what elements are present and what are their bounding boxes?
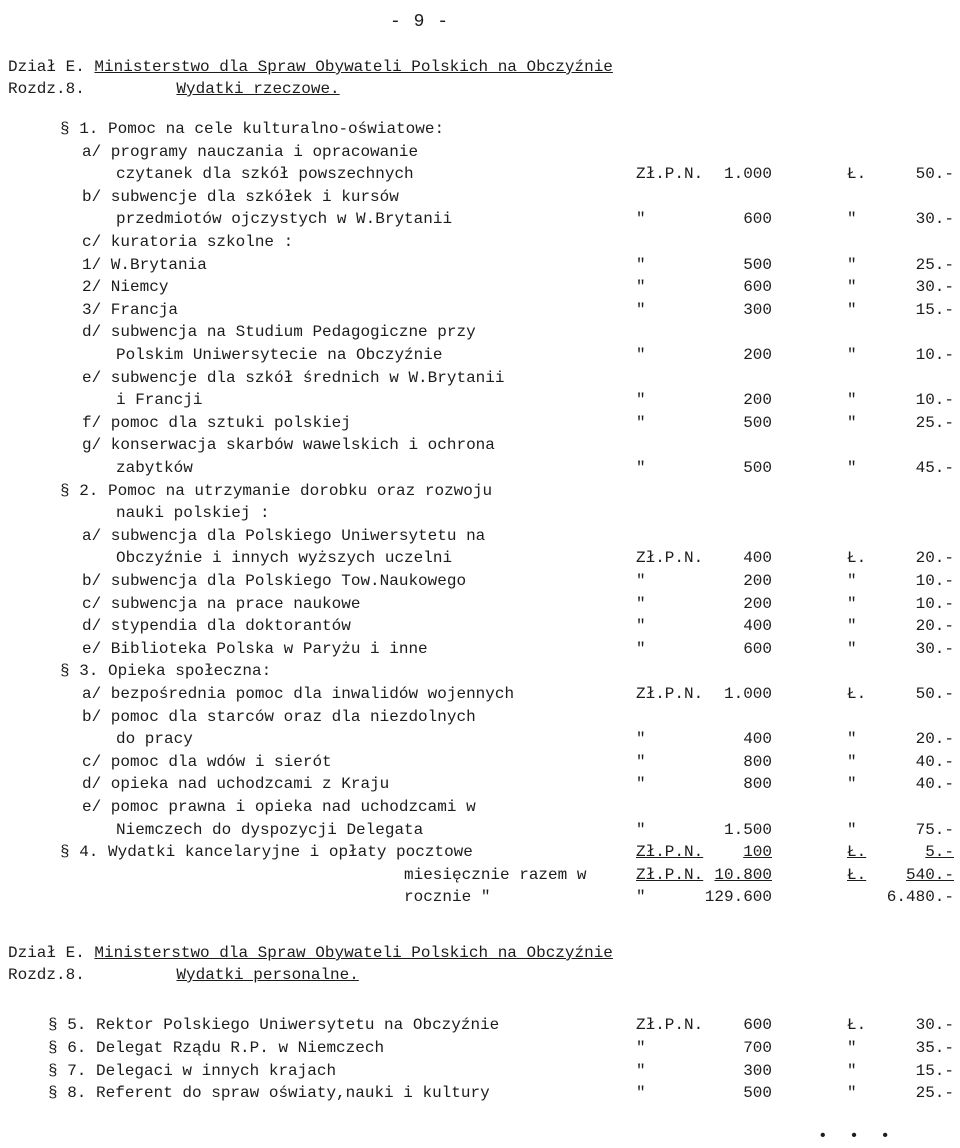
section1-rozdz-title: Wydatki rzeczowe. [176,80,340,98]
table-row [0,662,960,684]
row-amount-2: 5.- [925,843,954,862]
table-row [0,1016,960,1038]
row-amount: 10.800 [714,865,772,884]
row-amount: 600 [743,278,772,297]
row-amount-2: 10.- [915,572,954,590]
row-currency: " [636,391,646,410]
row-currency: " [636,888,646,907]
row-description: c/ subwencja na prace naukowe [82,594,361,613]
row-description: c/ kuratoria szkolne : [82,233,294,251]
row-description: b/ subwencja dla Polskiego Tow.Naukowego [82,572,467,590]
row-description: § 4. Wydatki kancelaryjne i opłaty pocztowe [60,843,473,862]
section2-dzial [8,944,613,962]
row-amount: 600 [743,639,772,658]
row-currency: Zł.P.N. [636,165,704,184]
row-currency: " [636,752,646,771]
row-description: 2/ Niemcy [82,278,169,297]
section1-dzial [8,58,613,76]
row-amount-2: 15.- [915,300,954,319]
row-amount: 200 [743,572,772,590]
row-currency: " [636,413,646,432]
row-amount: 500 [743,255,772,274]
row-description: 1/ W.Brytania [82,255,207,274]
row-amount-2: 30.- [915,210,954,229]
row-amount-2: 25.- [915,1084,954,1103]
row-currency-2: " [847,617,857,636]
row-currency: " [636,730,646,749]
row-description: d/ stypendia dla doktorantów [82,617,351,636]
row-amount: 300 [743,300,772,319]
row-currency-2: " [847,1038,857,1057]
row-description: § 6. Delegat Rządu R.P. w Niemczech [48,1038,385,1057]
table-row [0,323,960,345]
row-amount: 600 [743,1016,772,1034]
row-description: § 1. Pomoc na cele kulturalno-oświatowe: [60,120,445,138]
row-currency: Zł.P.N. [636,549,704,568]
row-description: czytanek dla szkół powszechnych [116,165,414,184]
row-description: d/ subwencja na Studium Pedagogiczne przy [82,323,476,342]
row-currency-2: " [847,730,857,749]
row-amount: 800 [743,775,772,794]
row-currency: " [636,210,646,229]
table-row [0,685,960,707]
row-description: i Francji [116,391,203,410]
row-amount: 400 [743,549,772,568]
row-amount-2: 6.480.- [886,888,954,907]
section1-rozdz [8,80,340,98]
row-amount: 1.000 [723,165,772,184]
table-row [0,504,960,526]
row-amount-2: 15.- [915,1061,954,1080]
row-amount: 200 [743,346,772,364]
row-currency-2: Ł. [847,685,867,703]
row-amount: 129.600 [704,888,772,907]
row-description: § 2. Pomoc na utrzymanie dorobku oraz rozwoju [60,481,493,500]
row-currency-2: " [847,820,857,839]
row-description: a/ subwencja dla Polskiego Uniwersytetu na [82,526,486,545]
row-currency: " [636,300,646,319]
table-row [0,775,960,797]
footer-dots: • • • [818,1127,897,1145]
table-row [0,549,960,571]
table-row [0,888,960,910]
section1-rozdz-label: Rozdz.8. [8,80,85,98]
row-currency-2: " [847,752,857,771]
row-amount-2: 20.- [915,730,954,749]
row-description: § 8. Referent do spraw oświaty,nauki i kultury [48,1084,490,1103]
row-amount: 700 [743,1038,772,1057]
row-currency-2: " [847,278,857,297]
table-row [0,120,960,142]
table-row [0,1039,960,1061]
row-amount-2: 10.- [915,346,954,364]
table-row [0,708,960,730]
row-description: § 5. Rektor Polskiego Uniwersytetu na Obczyźnie [48,1016,500,1034]
row-currency: Zł.P.N. [636,685,704,703]
row-currency: " [636,572,646,590]
table-row [0,866,960,888]
row-amount-2: 540.- [905,865,954,884]
row-amount: 500 [743,459,772,477]
table-row [0,256,960,278]
row-amount-2: 50.- [915,685,954,703]
row-description: Niemczech do dyspozycji Delegata [116,820,424,839]
table-row [0,617,960,639]
table-row [0,436,960,458]
row-currency-2: " [847,413,857,432]
row-currency-2: " [847,459,857,477]
row-currency-2: Ł. [847,165,867,184]
row-amount: 400 [743,730,772,749]
table-row [0,798,960,820]
row-currency: " [636,820,646,839]
row-amount-2: 75.- [915,820,954,839]
row-currency: " [636,1084,646,1103]
row-description: e/ Biblioteka Polska w Paryżu i inne [82,639,428,658]
row-currency-2: " [847,391,857,410]
row-currency: " [636,775,646,794]
row-currency-2: " [847,572,857,590]
row-description: 3/ Francja [82,300,179,319]
row-currency-2: Ł. [847,843,867,862]
table-row [0,233,960,255]
row-currency: Zł.P.N. [636,1016,704,1034]
row-description: Polskim Uniwersytecie na Obczyźnie [116,346,443,364]
row-currency: Zł.P.N. [636,843,704,862]
table-row [0,753,960,775]
row-currency-2: " [847,1061,857,1080]
row-amount-2: 25.- [915,413,954,432]
row-currency-2: " [847,775,857,794]
row-currency-2: Ł. [847,1016,867,1034]
row-amount: 500 [743,1084,772,1103]
row-amount-2: 40.- [915,775,954,794]
table-row [0,346,960,368]
row-amount-2: 45.- [915,459,954,477]
row-amount-2: 20.- [915,549,954,568]
table-row [0,369,960,391]
section2-dzial-title: Ministerstwo dla Spraw Obywateli Polskich na Obczyźnie [94,944,613,962]
row-amount-2: 40.- [915,752,954,771]
table-row [0,143,960,165]
table-row [0,527,960,549]
row-currency: " [636,617,646,636]
row-amount: 1.000 [723,685,772,703]
row-description: miesięcznie razem w [404,865,587,884]
row-description: Obczyźnie i innych wyższych uczelni [116,549,453,568]
row-currency-2: " [847,594,857,613]
row-description: przedmiotów ojczystych w W.Brytanii [116,210,453,229]
section1-dzial-label: Dział E. [8,58,85,76]
row-description: g/ konserwacja skarbów wawelskich i ochrona [82,436,495,455]
table-row [0,843,960,865]
table-row [0,165,960,187]
row-amount: 100 [743,843,772,862]
row-description: b/ pomoc dla starców oraz dla niezdolnych [82,707,476,726]
row-currency: " [636,255,646,274]
row-currency-2: " [847,300,857,319]
table-row [0,301,960,323]
table-row [0,188,960,210]
table-row [0,1084,960,1106]
row-amount-2: 30.- [915,278,954,297]
row-description: c/ pomoc dla wdów i sierót [82,752,332,771]
row-description: e/ pomoc prawna i opieka nad uchodzcami w [82,798,476,816]
section1-dzial-title: Ministerstwo dla Spraw Obywateli Polskich na Obczyźnie [94,58,613,76]
section2-rozdz [8,966,359,984]
table-row [0,482,960,504]
row-currency: " [636,278,646,297]
row-currency: " [636,639,646,658]
table-row [0,730,960,752]
row-amount: 200 [743,391,772,410]
section2-rozdz-title: Wydatki personalne. [176,966,359,984]
table-row [0,414,960,436]
row-amount: 400 [743,617,772,636]
section2-rozdz-label: Rozdz.8. [8,966,85,984]
page-number: - 9 - [390,12,450,32]
row-amount-2: 20.- [915,617,954,636]
row-currency: Zł.P.N. [636,865,704,884]
row-currency-2: " [847,255,857,274]
row-amount-2: 30.- [915,639,954,658]
row-currency: " [636,1038,646,1057]
row-amount: 500 [743,413,772,432]
row-amount: 600 [743,210,772,229]
table-row [0,278,960,300]
row-amount-2: 25.- [915,255,954,274]
row-amount: 300 [743,1061,772,1080]
table-row [0,821,960,843]
row-description: § 3. Opieka społeczna: [60,662,272,681]
row-amount-2: 35.- [915,1038,954,1057]
table-row [0,210,960,232]
row-currency: " [636,459,646,477]
row-amount-2: 10.- [915,391,954,410]
table-row [0,391,960,413]
row-currency-2: Ł. [847,549,867,568]
row-currency-2: " [847,346,857,364]
row-description: e/ subwencje dla szkół średnich w W.Brytanii [82,368,505,387]
row-description: rocznie " [404,888,491,907]
row-currency-2: " [847,1084,857,1103]
row-amount-2: 50.- [915,165,954,184]
row-currency: " [636,346,646,364]
row-description: nauki polskiej : [116,504,270,523]
row-currency: " [636,594,646,613]
row-description: a/ programy nauczania i opracowanie [82,142,419,161]
row-amount: 1.500 [723,820,772,839]
row-currency-2: Ł. [847,865,867,884]
table-row [0,640,960,662]
section2-dzial-label: Dział E. [8,944,85,962]
row-description: d/ opieka nad uchodzcami z Kraju [82,775,390,794]
row-amount: 200 [743,594,772,613]
row-description: a/ bezpośrednia pomoc dla inwalidów wojennych [82,685,515,703]
row-description: § 7. Delegaci w innych krajach [48,1061,337,1080]
row-amount: 800 [743,752,772,771]
row-currency: " [636,1061,646,1080]
table-row [0,459,960,481]
row-description: f/ pomoc dla sztuki polskiej [82,413,351,432]
table-row [0,595,960,617]
row-amount-2: 30.- [915,1016,954,1034]
table-row [0,1062,960,1084]
table-row [0,572,960,594]
row-description: do pracy [116,730,193,749]
row-description: zabytków [116,459,193,477]
row-currency-2: " [847,210,857,229]
row-description: b/ subwencje dla szkółek i kursów [82,187,399,206]
row-currency-2: " [847,639,857,658]
row-amount-2: 10.- [915,594,954,613]
